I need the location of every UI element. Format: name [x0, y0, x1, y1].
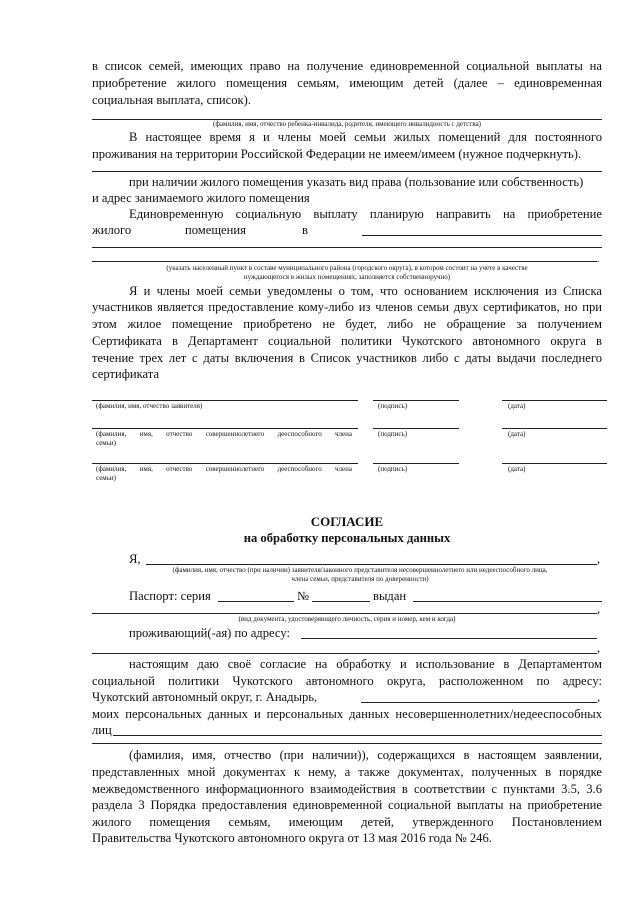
consent-ya: Я,	[129, 552, 141, 566]
caption-member2-line1: (фамилия, имя, отчество совершеннолетнего дееспособного члена	[96, 465, 352, 473]
housing-fill-line	[92, 171, 602, 172]
caption-sign-2: (подпись)	[378, 430, 408, 438]
para4-word-v: в	[302, 223, 308, 237]
persons-line-2[interactable]	[92, 743, 602, 744]
para5-line4: Сертификата в Департамент социальной политики Чукотского автономного округа в	[92, 334, 602, 348]
member1-date-line[interactable]	[502, 428, 607, 429]
para3-line1: при наличии жилого помещения указать вид права (пользование или собственность)	[129, 175, 584, 189]
passport-label: Паспорт: серия	[129, 589, 211, 603]
para5-line5: течение трех лет с даты включения в Список участников либо с даты выдачи последнего	[92, 351, 602, 365]
consent-tail-line5: жилого помещения семьям, имеющим детей, утвержденного Постановлением	[92, 815, 602, 829]
para2-line2: проживания на территории Российской Федерации не имеем/имеем (нужное подчеркнуть).	[92, 147, 582, 161]
consent-name-line[interactable]	[146, 564, 597, 565]
member1-name-line[interactable]	[92, 428, 358, 429]
residing-line[interactable]	[301, 638, 597, 639]
caption-settlement-2: нуждающегося в жилых помещениях, заполняется собственноручно)	[243, 273, 451, 281]
residing-line-2[interactable]	[92, 653, 597, 654]
member2-date-line[interactable]	[502, 463, 607, 464]
para3-line2: и адрес занимаемого жилого помещения	[92, 191, 310, 205]
caption-sign-3: (подпись)	[378, 465, 408, 473]
para4-word-zhilogo: жилого	[92, 223, 132, 237]
para4-line1: Единовременную социальную выплату планирую направить на приобретение	[129, 207, 602, 221]
consent-tail-line4: раздела 3 Порядка предоставления единовременной социальной выплаты на приобретение	[92, 798, 602, 812]
settlement-fill-line-2	[92, 247, 602, 248]
consent-title: СОГЛАСИЕ	[310, 514, 384, 529]
consent-comma-3: ,	[597, 641, 601, 655]
passport-number-sign: №	[297, 589, 310, 603]
caption-date-1: (дата)	[508, 402, 526, 410]
passport-issued-line[interactable]	[413, 601, 602, 602]
caption-date-2: (дата)	[508, 430, 526, 438]
member2-sign-line[interactable]	[373, 463, 459, 464]
passport-issued-label: выдан	[373, 589, 407, 603]
settlement-fill-line-3	[92, 261, 597, 262]
consent-body-line3: Чукотский автономный округ, г. Анадырь,	[92, 690, 318, 704]
para5-line3: этом жилое помещение приобретено не будет, либо не обращение за получением	[92, 317, 602, 331]
para5-line2: участников является предоставление кому-либо из членов семьи двух сертификатов, но при	[92, 300, 602, 314]
consent-body-line4: моих персональных данных и персональных данных несовершеннолетних/недееспособных	[92, 707, 602, 721]
caption-date-3: (дата)	[508, 465, 526, 473]
passport-number-line[interactable]	[312, 601, 370, 602]
para5-line6: сертификата	[92, 367, 160, 381]
consent-tail-line1: (фамилия, имя, отчество (при наличии)), содержащихся в настоящем заявлении,	[129, 748, 602, 762]
consent-caption-1-line1: (фамилия, имя, отчество (при наличии) заявителя/законного представителя несовершеннолетнего или недееспособного лица,	[172, 566, 548, 574]
consent-comma-1: ,	[597, 552, 601, 566]
caption-member2-line2: семьи)	[96, 474, 116, 482]
caption-member1-line2: семьи)	[96, 439, 116, 447]
caption-sign-1: (подпись)	[378, 402, 408, 410]
settlement-fill-line-1	[362, 235, 602, 236]
department-address-line[interactable]	[361, 702, 597, 703]
applicant-name-line[interactable]	[92, 400, 358, 401]
para4-word-pomeshcheniya: помещения	[185, 223, 246, 237]
document-page: в список семей, имеющих право на получение единовременной социальной выплаты на приобретение жилого помещения семьям, имеющим детей (далее – единовременная социальная выплата, список). (фамилия, имя, отчество ребенка-инвалида, родителя, имеющего инвалидность с детства) В настоящее время я и члены моей семьи жилых помещений для постоянного проживания на территории Российской Федерации не имеем/имеем (нужное подчеркнуть). при наличии жилого помещения указать вид права (пользование или собственность) и адрес занимаемого жилого помещения Единовременную социальную выплату планирую направить на приобретение жилого помещения в . (указать населенный пункт в составе муниципального района (городского округа), в котором состоит на учете в качестве нуждающегося в жилых помещениях, заполняется собственноручно) Я и члены моей семьи уведомлены о том, что основанием исключения из Списка участников является предоставление кому-либо из членов семьи двух сертификатов, но при этом жилое помещение приобретено не будет, либо не обращение за получением Сертификата в Департамент социальной политики Чукотского автономного округа в течение трех лет с даты включения в Список участников либо с даты выдачи последнего сертификата (фамилия, имя, отчество заявителя) (подпись) (дата) (фамилия, имя, отчество совершеннолетнего дееспособного члена семьи) (подпись) (дата) (фамилия, имя, отчество совершеннолетнего дееспособного члена семьи) (подпись) (дата) СОГЛАСИЕ на обработку персональных данных Я, , (фамилия, имя, отчество (при наличии) заявителя/законного представителя несовершеннолетнего или недееспособного лица, члена семьи, представителя по доверенности) Паспорт: серия № выдан , (вид документа, удостоверяющего личность, серия и номер, кем и когда) проживающий(-ая) по адресу: , настоящим даю своё согласие на обработку и использование в Департаментом социальной политики Чукотского автономного округа, расположенном по адресу: Чукотский автономный округ, г. Анадырь, , моих персональных данных и персональных данных несовершеннолетних/недееспособных лиц (фамилия, имя, отчество (при наличии)), содержащихся в настоящем заявлении, представленных мной документах к нему, а также документах, полученных в порядке межведомственного информационного взаимодействия в соответствии с пунктами 3.5, 3.6 раздела 3 Порядка предоставления единовременной социальной выплаты на приобретение жилого помещения семьям, имеющим детей, утвержденного Постановлением Правительства Чукотского автономного округа от 13 мая 2016 года № 246.	[0, 0, 640, 905]
para2-line1: В настоящее время я и члены моей семьи жилых помещений для постоянного	[129, 130, 602, 144]
passport-issued-line-2[interactable]	[92, 613, 597, 614]
para1-line3: социальная выплата, список).	[92, 93, 252, 107]
member1-sign-line[interactable]	[373, 428, 459, 429]
applicant-sign-line[interactable]	[373, 400, 459, 401]
consent-body-line5: лиц	[92, 723, 112, 737]
consent-body-line1: настоящим даю своё согласие на обработку и использование в Департаментом	[129, 657, 602, 671]
caption-member1-line1: (фамилия, имя, отчество совершеннолетнего дееспособного члена	[96, 430, 352, 438]
residing-label: проживающий(-ая) по адресу:	[129, 626, 290, 640]
consent-caption-1-line2: члена семьи, представителя по доверенности)	[291, 575, 429, 583]
caption-settlement-1: (указать населенный пункт в составе муниципального района (городского округа), в котором состоит на учете в качестве	[166, 264, 528, 272]
applicant-date-line[interactable]	[502, 400, 607, 401]
consent-comma-4: ,	[597, 690, 601, 704]
para5-line1: Я и члены моей семьи уведомлены о том, что основанием исключения из Списка	[129, 284, 602, 298]
consent-tail-line2: представленных мной документах к нему, а также документах, полученных в порядке	[92, 765, 602, 779]
consent-comma-2: ,	[597, 602, 601, 616]
member2-name-line[interactable]	[92, 463, 358, 464]
consent-caption-2: (вид документа, удостоверяющего личность, серия и номер, кем и когда)	[238, 615, 456, 623]
consent-tail-line6: Правительства Чукотского автономного округа от 13 мая 2016 года № 246.	[92, 831, 492, 845]
para1-line2: приобретение жилого помещения семьям, имеющим детей (далее – единовременная	[92, 76, 602, 90]
persons-line[interactable]	[113, 735, 602, 736]
passport-series-line[interactable]	[218, 601, 294, 602]
consent-body-line2: социальной политики Чукотского автономного округа, расположенном по адресу:	[92, 674, 602, 688]
caption-applicant: (фамилия, имя, отчество заявителя)	[96, 402, 203, 410]
caption-child-name: (фамилия, имя, отчество ребенка-инвалида, родителя, имеющего инвалидность с детства)	[212, 120, 482, 128]
para1-line1: в список семей, имеющих право на получение единовременной социальной выплаты на	[92, 59, 602, 73]
consent-subtitle: на обработку персональных данных	[243, 531, 451, 545]
consent-tail-line3: межведомственного информационного взаимодействия в соответствии с пунктами 3.5, 3.6	[92, 782, 602, 796]
